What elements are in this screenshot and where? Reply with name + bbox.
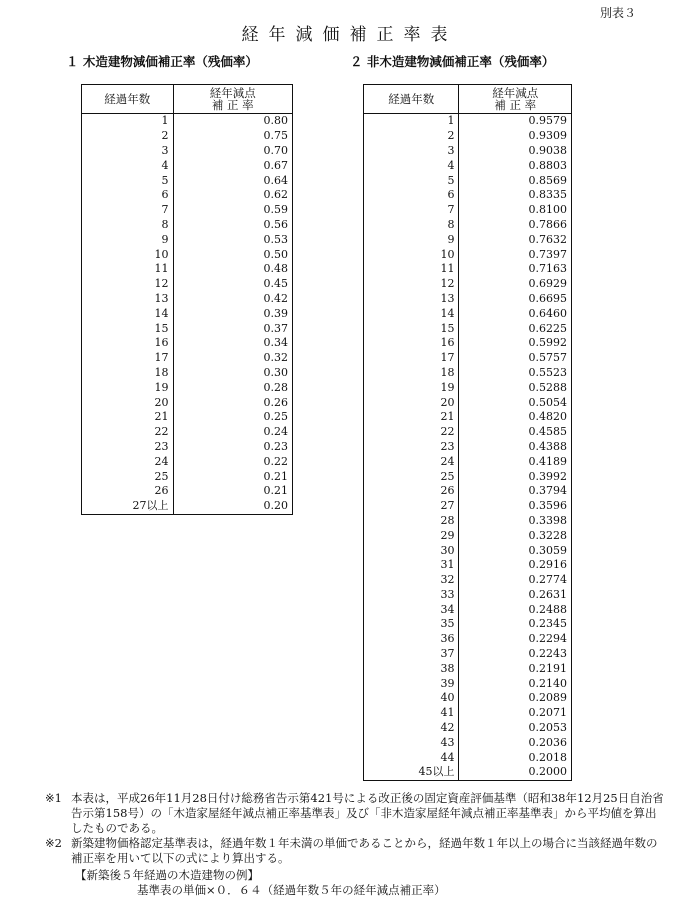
table-row <box>364 765 572 780</box>
rate-cell: 0.75 <box>173 129 292 144</box>
rate-cell: 0.48 <box>173 262 292 277</box>
table-row <box>82 188 293 203</box>
rate-cell: 0.30 <box>173 366 292 381</box>
table-row <box>364 188 572 203</box>
table-row <box>364 203 572 218</box>
table-row <box>82 321 293 336</box>
years-cell: 3 <box>447 143 455 157</box>
years-cell: 23 <box>154 439 169 453</box>
rate-cell: 0.3596 <box>459 499 572 514</box>
table-row <box>82 173 293 188</box>
rate-cell: 0.3228 <box>459 528 572 543</box>
table-row <box>364 484 572 499</box>
rate-cell: 0.7163 <box>459 262 572 277</box>
table-row <box>364 617 572 632</box>
rate-cell: 0.2000 <box>459 765 572 780</box>
table2-subtitle: ２ 非木造建物減価補正率（残価率） <box>350 54 555 69</box>
years-cell: 25 <box>154 469 169 483</box>
rate-cell: 0.8569 <box>459 173 572 188</box>
rate-cell: 0.39 <box>173 306 292 321</box>
table-row <box>82 292 293 307</box>
years-cell: 19 <box>154 380 169 394</box>
years-cell: 38 <box>440 661 455 675</box>
rate-cell: 0.26 <box>173 395 292 410</box>
years-cell: 32 <box>440 573 455 587</box>
years-cell: 1 <box>447 114 455 128</box>
years-cell: 20 <box>440 395 455 409</box>
rate-cell: 0.8803 <box>459 158 572 173</box>
years-cell: 37 <box>440 647 455 661</box>
table-row <box>82 144 293 159</box>
table-row <box>364 499 572 514</box>
rate-cell: 0.2294 <box>459 632 572 647</box>
years-cell: 41 <box>440 706 455 720</box>
header-years: 経過年数 <box>364 85 459 114</box>
rate-cell: 0.22 <box>173 454 292 469</box>
table-row <box>364 306 572 321</box>
years-cell: 25 <box>440 469 455 483</box>
years-cell: 27 <box>440 499 455 513</box>
rate-cell: 0.8335 <box>459 188 572 203</box>
rate-cell: 0.2916 <box>459 558 572 573</box>
years-cell: 8 <box>161 217 169 231</box>
years-cell: 43 <box>440 735 455 749</box>
years-cell: 21 <box>154 410 169 424</box>
table-row <box>82 262 293 277</box>
footnote-2-mark: ※2 <box>45 836 62 850</box>
table-row <box>364 469 572 484</box>
table-row <box>364 247 572 262</box>
table-row <box>364 262 572 277</box>
years-cell: 12 <box>154 277 169 291</box>
example-block <box>75 868 665 898</box>
years-cell: 17 <box>440 351 455 365</box>
rate-cell: 0.3398 <box>459 514 572 529</box>
table-row <box>364 425 572 440</box>
rate-cell: 0.4820 <box>459 410 572 425</box>
rate-cell: 0.24 <box>173 425 292 440</box>
table-row <box>364 632 572 647</box>
years-cell: 21 <box>440 410 455 424</box>
years-cell: 39 <box>440 676 455 690</box>
wooden-rate-rows <box>82 114 293 515</box>
table-row <box>364 602 572 617</box>
appendix-label: 別表３ <box>600 6 637 20</box>
rate-cell: 0.2191 <box>459 661 572 676</box>
rate-cell: 0.2018 <box>459 750 572 765</box>
years-cell: 42 <box>440 721 455 735</box>
rate-cell: 0.2140 <box>459 676 572 691</box>
table-row <box>364 514 572 529</box>
rate-cell: 0.2488 <box>459 602 572 617</box>
years-cell: 4 <box>161 158 169 172</box>
years-cell: 16 <box>440 336 455 350</box>
table-row <box>82 351 293 366</box>
years-cell: 45以上 <box>418 765 455 779</box>
rate-cell: 0.7397 <box>459 247 572 262</box>
years-cell: 23 <box>440 439 455 453</box>
table-row <box>82 336 293 351</box>
years-cell: 36 <box>440 632 455 646</box>
rate-cell: 0.64 <box>173 173 292 188</box>
table-row <box>364 277 572 292</box>
years-cell: 5 <box>447 173 455 187</box>
years-cell: 29 <box>440 528 455 542</box>
example-title: 【新築後５年経過の木造建物の例】 <box>75 868 259 882</box>
table-row <box>364 588 572 603</box>
rate-cell: 0.4585 <box>459 425 572 440</box>
table-row <box>364 661 572 676</box>
table-row <box>364 750 572 765</box>
rate-cell: 0.2053 <box>459 721 572 736</box>
rate-cell: 0.5992 <box>459 336 572 351</box>
years-cell: 14 <box>440 306 455 320</box>
years-cell: 19 <box>440 380 455 394</box>
table-row <box>82 129 293 144</box>
years-cell: 9 <box>161 232 169 246</box>
rate-cell: 0.59 <box>173 203 292 218</box>
years-cell: 17 <box>154 351 169 365</box>
rate-cell: 0.3992 <box>459 469 572 484</box>
years-cell: 18 <box>154 365 169 379</box>
footnotes <box>45 791 665 898</box>
rate-cell: 0.2089 <box>459 691 572 706</box>
years-cell: 7 <box>447 203 455 217</box>
years-cell: 16 <box>154 336 169 350</box>
table-row <box>82 395 293 410</box>
rate-cell: 0.80 <box>173 114 292 129</box>
years-cell: 2 <box>447 129 455 143</box>
rate-cell: 0.9579 <box>459 114 572 129</box>
years-cell: 9 <box>447 232 455 246</box>
years-cell: 4 <box>447 158 455 172</box>
table-row <box>82 380 293 395</box>
table-row <box>82 114 293 129</box>
table-row <box>364 114 572 129</box>
table-row <box>364 543 572 558</box>
years-cell: 22 <box>440 425 455 439</box>
rate-cell: 0.5523 <box>459 366 572 381</box>
years-cell: 7 <box>161 203 169 217</box>
years-cell: 30 <box>440 543 455 557</box>
rate-cell: 0.20 <box>173 499 292 514</box>
table-row <box>364 218 572 233</box>
years-cell: 22 <box>154 425 169 439</box>
rate-cell: 0.6695 <box>459 292 572 307</box>
years-cell: 10 <box>440 247 455 261</box>
years-cell: 13 <box>440 291 455 305</box>
rate-cell: 0.2774 <box>459 573 572 588</box>
table-row <box>82 203 293 218</box>
rate-cell: 0.70 <box>173 144 292 159</box>
footnote-1-mark: ※1 <box>45 791 62 805</box>
rate-cell: 0.28 <box>173 380 292 395</box>
table-row <box>82 469 293 484</box>
years-cell: 15 <box>154 321 169 335</box>
years-cell: 5 <box>161 173 169 187</box>
table1-subtitle: １ 木造建物減価補正率（残価率） <box>66 54 258 69</box>
rate-cell: 0.8100 <box>459 203 572 218</box>
rate-cell: 0.6225 <box>459 321 572 336</box>
footnote-1 <box>45 791 665 836</box>
header-rate-line2: 補 正 率 <box>494 98 537 112</box>
years-cell: 6 <box>161 188 169 202</box>
years-cell: 11 <box>440 262 455 276</box>
years-cell: 3 <box>161 143 169 157</box>
rate-cell: 0.6460 <box>459 306 572 321</box>
table-row <box>82 306 293 321</box>
header-rate-line1: 経年減点 <box>492 86 539 100</box>
table-row <box>364 454 572 469</box>
rate-cell: 0.2243 <box>459 647 572 662</box>
years-cell: 12 <box>440 277 455 291</box>
rate-cell: 0.45 <box>173 277 292 292</box>
table-row <box>364 173 572 188</box>
header-rate-line1: 経年減点 <box>209 86 256 100</box>
rate-cell: 0.6929 <box>459 277 572 292</box>
table-row <box>82 218 293 233</box>
table-row <box>364 366 572 381</box>
rate-cell: 0.5288 <box>459 380 572 395</box>
rate-cell: 0.9038 <box>459 144 572 159</box>
rate-cell: 0.37 <box>173 321 292 336</box>
footnote-2 <box>45 836 665 866</box>
header-rate <box>459 85 572 114</box>
table-row <box>82 410 293 425</box>
rate-cell: 0.34 <box>173 336 292 351</box>
table-row <box>364 676 572 691</box>
years-cell: 26 <box>440 484 455 498</box>
years-cell: 11 <box>154 262 169 276</box>
years-cell: 27以上 <box>132 499 169 513</box>
table-row <box>82 277 293 292</box>
table-row <box>82 440 293 455</box>
table-row <box>364 735 572 750</box>
table-row <box>364 440 572 455</box>
rate-cell: 0.50 <box>173 247 292 262</box>
rate-cell: 0.25 <box>173 410 292 425</box>
page-title: 経年減価補正率表 <box>241 25 458 45</box>
footnote-2-text: 新築建物価格認定基準表は，経過年数１年未満の単価であることから，経過年数１年以上の場合に当該経過年数の補正率を用いて以下の式により算出する。 <box>71 836 658 865</box>
rate-cell: 0.21 <box>173 484 292 499</box>
years-cell: 8 <box>447 217 455 231</box>
table-row <box>364 558 572 573</box>
table-row <box>364 395 572 410</box>
rate-cell: 0.56 <box>173 218 292 233</box>
rate-cell: 0.23 <box>173 440 292 455</box>
table-row <box>364 573 572 588</box>
rate-cell: 0.62 <box>173 188 292 203</box>
nonwooden-rate-rows <box>364 114 572 781</box>
years-cell: 20 <box>154 395 169 409</box>
table-row <box>82 247 293 262</box>
years-cell: 44 <box>440 750 455 764</box>
years-cell: 1 <box>161 114 169 128</box>
rate-cell: 0.2036 <box>459 735 572 750</box>
years-cell: 24 <box>440 454 455 468</box>
rate-cell: 0.3794 <box>459 484 572 499</box>
rate-cell: 0.4189 <box>459 454 572 469</box>
rate-cell: 0.2631 <box>459 588 572 603</box>
table-row <box>82 484 293 499</box>
rate-cell: 0.3059 <box>459 543 572 558</box>
rate-cell: 0.53 <box>173 232 292 247</box>
table-row <box>364 410 572 425</box>
table-row <box>364 144 572 159</box>
years-cell: 26 <box>154 484 169 498</box>
table-row <box>82 499 293 514</box>
header-rate-line2: 補 正 率 <box>211 98 254 112</box>
table-row <box>364 528 572 543</box>
table-row <box>82 232 293 247</box>
table-row <box>364 129 572 144</box>
table-row <box>364 380 572 395</box>
rate-cell: 0.9309 <box>459 129 572 144</box>
rate-cell: 0.7632 <box>459 232 572 247</box>
years-cell: 40 <box>440 691 455 705</box>
years-cell: 34 <box>440 602 455 616</box>
table-row <box>364 336 572 351</box>
rate-cell: 0.21 <box>173 469 292 484</box>
table-row <box>364 647 572 662</box>
table-row <box>364 691 572 706</box>
wooden-rate-table <box>81 84 293 515</box>
table-row <box>364 321 572 336</box>
years-cell: 24 <box>154 454 169 468</box>
years-cell: 6 <box>447 188 455 202</box>
table-row <box>82 158 293 173</box>
years-cell: 2 <box>161 129 169 143</box>
table-row <box>364 232 572 247</box>
table-row <box>82 366 293 381</box>
table-row <box>82 454 293 469</box>
table-row <box>364 351 572 366</box>
table-row <box>364 706 572 721</box>
years-cell: 35 <box>440 617 455 631</box>
years-cell: 18 <box>440 365 455 379</box>
header-years: 経過年数 <box>82 85 174 114</box>
rate-cell: 0.32 <box>173 351 292 366</box>
table-row <box>82 425 293 440</box>
rate-cell: 0.2071 <box>459 706 572 721</box>
years-cell: 13 <box>154 291 169 305</box>
footnote-1-text: 本表は，平成26年11月28日付け総務省告示第421号による改正後の固定資産評価基準（昭和38年12月25日自治省告示第158号）の「木造家屋経年減点補正率基準表」及び「非木造家屋経年減点補正率基準表」から平均値を算出したものである。 <box>71 791 664 835</box>
rate-cell: 0.7866 <box>459 218 572 233</box>
example-formula: 基準表の単価×０．６４（経過年数５年の経年減点補正率） <box>137 883 446 897</box>
header-rate <box>173 85 292 114</box>
rate-cell: 0.4388 <box>459 440 572 455</box>
rate-cell: 0.2345 <box>459 617 572 632</box>
nonwooden-rate-table <box>363 84 572 781</box>
rate-cell: 0.5054 <box>459 395 572 410</box>
years-cell: 28 <box>440 513 455 527</box>
rate-cell: 0.42 <box>173 292 292 307</box>
table-row <box>364 721 572 736</box>
years-cell: 10 <box>154 247 169 261</box>
years-cell: 14 <box>154 306 169 320</box>
years-cell: 31 <box>440 558 455 572</box>
table-row <box>364 158 572 173</box>
table-row <box>364 292 572 307</box>
years-cell: 33 <box>440 587 455 601</box>
years-cell: 15 <box>440 321 455 335</box>
rate-cell: 0.5757 <box>459 351 572 366</box>
rate-cell: 0.67 <box>173 158 292 173</box>
